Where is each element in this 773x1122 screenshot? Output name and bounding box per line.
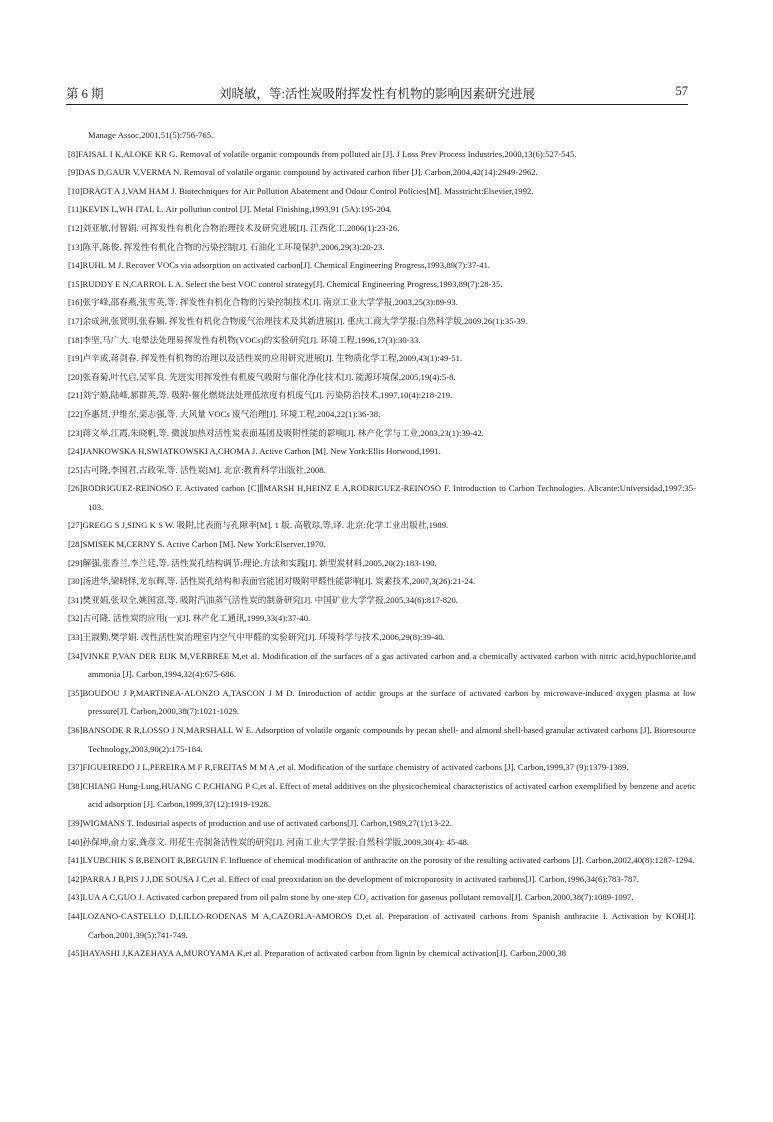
reference-item: [9]DAS D,GAUR V,VERMA N. Removal of volatile organic compound by activated carbon fiber [J]. Carbon,2004,42(14):2949-2962. — [68, 167, 538, 178]
reference-item: [41]LYUBCHIK S B,BENOIT R,BEGUIN F. Influence of chemical modification of anthracite on the porosity of the resulting activated carbons [J]. Carbon,2002,40(8):1287-1294. — [68, 855, 695, 866]
reference-item: [40]孙保坤,俞力家,龚彦文. 用花生壳制备活性炭的研究[J]. 河南工业大学学报:自然科学版,2009,30(4): 45-48. — [68, 836, 470, 847]
reference-item: [36]BANSODE R R,LOSSO J N,MARSHALL W E. Adsorption of volatile organic compounds by pecan shell- and almond shell-based granular activated carbons [J]. Bioresource Technology,2003,90(2):175-184. — [68, 725, 696, 754]
reference-item: [24]JANKOWSKA H,SWIATKOWSKI A,CHOMA J. Active Carbon [M]. New York:Ellis Horwood,1991. — [68, 446, 441, 457]
reference-item: [32]古可隆. 活性炭的应用(一)[J]. 林产化工通讯,1999,33(4):37-40. — [68, 613, 311, 624]
reference-item: Manage Assoc,2001,51(5):756-765. — [88, 130, 214, 140]
reference-item: [8]FAISAL I K,ALOKE KR G. Removal of volatile organic compounds from polluted air [J]. J Loss Prev Process Industries,2000,13(6):527-545. — [68, 148, 577, 159]
reference-item: [42]PARRA J B,PIS J J,DE SOUSA J C,et al. Effect of coal preoxidation on the development of microporosity in activated carbons[J]. Carbon,1996,34(6):783-787. — [68, 873, 639, 884]
reference-item: [43]LUA A C,GUO J. Activated carbon prepared from oil palm stone by one-step CO₂ activation for gaseous pollutant removal[J]. Carbon,2000,38(7):1089-1097. — [68, 892, 634, 903]
reference-item: [26]RODRIGUEZ-REINOSO F. Activated carbon [C]∥MARSH H,HEINZ E A,RODRIGUEZ-REINOSO F. Introduction to Carbon Technologies. Alicante:Universidad,1997:35-103. — [68, 483, 696, 512]
reference-item: [27]GREGG S J,SING K S W. 吸附,比表面与孔隙率[M]. 1 版. 高敬琮,等,译. 北京:化学工业出版社,1989. — [68, 520, 449, 531]
page-number: 57 — [675, 84, 688, 98]
reference-list — [68, 126, 696, 963]
reference-item: [20]张春菊,叶代启,吴军良. 先进实用挥发性有机废气吸附与催化净化技术[J]. 能源环境保,2005,19(4):5-8. — [68, 371, 456, 382]
reference-item: [10]DRAGT A J,VAM HAM J. Biotechniques for Air Pollution Abatement and Odour Control Policies[M]. Masstricht:Elsevier,1992. — [68, 185, 534, 196]
reference-item: [18]李坚,马广大. 电晕法处理易挥发性有机物(VOCs)的实验研究[J]. 环境工程,1996,17(3):30-33. — [68, 334, 421, 345]
reference-item: [37]FIGUEIREDO J L,PEREIRA M F R,FREITAS M M A ,et al. Modification of the surface chemistry of activated carbons [J]. Carbon,1999,37 (9):1379-1389. — [68, 762, 629, 773]
running-title: 刘晓敏，等:活性炭吸附挥发性有机物的影响因素研究进展 — [219, 87, 535, 101]
reference-item: [33]王淑勤,樊学娟. 改性活性炭治理室内空气中甲醛的实验研究[J]. 环境科学与技术,2006,29(8):39-40. — [68, 632, 445, 643]
reference-item: [34]VINKE P,VAN DER EIJK M,VERBREE M,et al. Modification of the surfaces of a gas activated carbon and a chemically activated carbon with nitric acid,hypochlorite,and ammonia [J]. Carbon,1994,32(4):675-686. — [68, 650, 696, 680]
reference-item: [23]蒋文举,江霞,朱晓帆,等. 微波加热对活性炭表面基团及吸附性能的影响[J]. 林产化学与工业,2003,23(1):39-42. — [68, 427, 484, 438]
reference-item: [38]CHIANG Hung-Lung,HUANG C P,CHIANG P C,et al. Effect of metal additives on the physicochemical characteristics of activated carbon exemplified by benzene and acetic acid adsorption [J]. Carbon,1999,37(12):1919-1928. — [68, 780, 696, 810]
reference-item: [39]WIGMANS T. Industrial aspects of production and use of activated carbons[J]. Carbon,1989,27(1):13-22. — [68, 817, 452, 828]
reference-item: [17]余成洲,张贤明,张春媚. 挥发性有机化合物废气治理技术及其新进展[J]. 重庆工商大学学报:自然科学版,2009,26(1):35-39. — [68, 315, 528, 326]
reference-item: [12]刘亚敏,付智娟. 可挥发性有机化合物治理技术及研究进展[J]. 江西化工,2006(1):23-26. — [68, 222, 400, 233]
reference-item: [25]古可隆,李国君,古政荣,等. 活性炭[M]. 北京:教育科学出版社,2008. — [68, 464, 326, 475]
header-rule — [66, 104, 688, 105]
reference-item: [15]RUDDY E N,CARROL L A. Select the best VOC control strategy[J]. Chemical Engineering Progress,1993,89(7):28-35. — [68, 278, 503, 289]
reference-item: [44]LOZANO-CASTELLO D,LILLO-RODENAS M A,CAZORLA-AMOROS D,et al. Preparation of activated carbons from Spanish anthracite I. Activation by KOH[J]. Carbon,2001,39(5):741-749. — [68, 910, 696, 940]
reference-item: [35]BOUDOU J P,MARTINEA-ALONZO A,TASCON J M D. Introduction of acidic groups at the surface of activated carbon by microwave-induced oxygen plasma at low pressure[J]. Carbon,2000,38(7):1021-1029. — [68, 687, 696, 717]
issue-number: 第 6 期 — [66, 87, 104, 101]
reference-item: [16]张宇峰,邵春燕,张雪英,等. 挥发性有机化合物的污染控制技术[J]. 南京工业大学学报,2003,25(3):89-93. — [68, 297, 458, 308]
reference-item: [19]卢辛成,蒋剑春. 挥发性有机物的治理以及活性炭的应用研究进展[J]. 生物质化学工程,2009,43(1):49-51. — [68, 353, 463, 364]
reference-item: [11]KEVIN L,WH ITAL L. Air pollution control [J]. Metal Finishing,1993,91 (5A):195-204. — [68, 204, 392, 215]
reference-item: [22]乔惠贤,尹维东,栾志强,等. 大风量 VOCs 废气治理[J]. 环境工程,2004,22(1):36-38. — [68, 408, 381, 419]
reference-item: [21]刘宁婚,陆峰,郝群英,等. 吸附-催化燃烧法处理低浓度有机废气[J]. 污染防治技术,1997,10(4):218-219. — [68, 390, 453, 401]
reference-item: [30]汤进华,梁晓怿,龙东辉,等. 活性炭孔结构和表面官能团对吸附甲醛性能影响[J]. 炭素技术,2007,3(26):21-24. — [68, 576, 476, 587]
running-header — [66, 84, 688, 102]
reference-item: [14]RUHL M J. Recover VOCs via adsorption on activated carbon[J]. Chemical Engineering Progress,1993,89(7):37-41. — [68, 260, 491, 271]
reference-item: [28]SMISEK M,CERNY S. Active Carbon [M]. New York:Elserver,1970. — [68, 539, 326, 550]
reference-item: [13]陈平,陈俊. 挥发性有机化合物的污染控制[J]. 石油化工环境保护,2006,29(3):20-23. — [68, 241, 385, 252]
reference-item: [31]樊亚娟,张双全,姚国富,等. 吸附汽油蒸气活性炭的制备研究[J]. 中国矿业大学学报,2005,34(6):817-820. — [68, 594, 459, 605]
reference-item: [45]HAYASHI J,KAZEHAYA A,MUROYAMA K,et al. Preparation of activated carbon from lignin by chemical activation[J]. Carbon,2000,38 — [68, 948, 567, 959]
reference-item: [29]解强,张香兰,李兰廷,等. 活性炭孔结构调节:理论,方法和实践[J]. 新型炭材料,2005,20(2):183-190. — [68, 557, 437, 568]
